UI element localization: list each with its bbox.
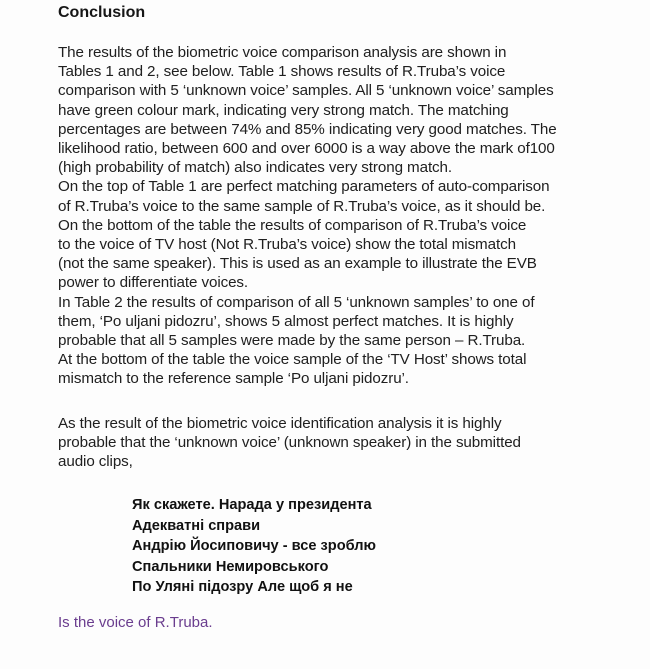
- text-line: Tables 1 and 2, see below. Table 1 shows results of R.Truba’s voice: [58, 63, 506, 81]
- text-line: (not the same speaker). This is used as an example to illustrate the EVB: [58, 255, 537, 273]
- text-line: (high probability of match) also indicates very strong match.: [58, 159, 453, 177]
- text-line: power to differentiate voices.: [58, 274, 249, 292]
- audio-clip-titles: [132, 495, 376, 598]
- text-line: probable that the ‘unknown voice’ (unknown speaker) in the submitted: [58, 434, 521, 452]
- text-line: In Table 2 the results of comparison of all 5 ‘unknown samples’ to one of: [58, 293, 535, 311]
- text-line: likelihood ratio, between 600 and over 6000 is a way above the mark of100: [58, 140, 555, 158]
- text-line: mismatch to the reference sample ‘Po uljani pidozru’.: [58, 370, 409, 388]
- clip-title: Як скажете. Нарада у президента: [132, 497, 372, 513]
- text-line: The results of the biometric voice comparison analysis are shown in: [58, 44, 507, 61]
- final-statement: Is the voice of R.Truba.: [58, 614, 213, 631]
- clip-title: Андрію Йосиповичу - все зроблю: [132, 538, 376, 555]
- text-line: On the bottom of the table the results of comparison of R.Truba’s voice: [58, 216, 527, 234]
- text-line: percentages are between 74% and 85% indicating very good matches. The: [58, 120, 557, 138]
- text-line: them, ‘Po uljani pidozru’, shows 5 almost perfect matches. It is highly: [58, 312, 514, 330]
- clip-title: Адекватні справи: [132, 517, 261, 534]
- text-line: At the bottom of the table the voice sample of the ‘TV Host’ shows total: [58, 351, 527, 369]
- text-line: audio clips,: [58, 453, 133, 471]
- text-line: As the result of the biometric voice identification analysis it is highly: [58, 415, 502, 432]
- text-line: comparison with 5 ‘unknown voice’ samples. All 5 ‘unknown voice’ samples: [58, 82, 554, 100]
- clip-title: По Уляні підозру Але щоб я не: [132, 579, 353, 596]
- text-line: have green colour mark, indicating very strong match. The matching: [58, 101, 509, 119]
- text-line: On the top of Table 1 are perfect matching parameters of auto-comparison: [58, 178, 550, 196]
- section-heading: Conclusion: [58, 4, 146, 21]
- identification-paragraph: [58, 414, 638, 472]
- text-line: probable that all 5 samples were made by the same person – R.Truba.: [58, 332, 526, 350]
- clip-title: Спальники Немировського: [132, 558, 329, 575]
- results-paragraph: [58, 43, 638, 389]
- text-line: to the voice of TV host (Not R.Truba’s voice) show the total mismatch: [58, 236, 516, 254]
- text-line: of R.Truba’s voice to the same sample of R.Truba’s voice, as it should be.: [58, 197, 546, 215]
